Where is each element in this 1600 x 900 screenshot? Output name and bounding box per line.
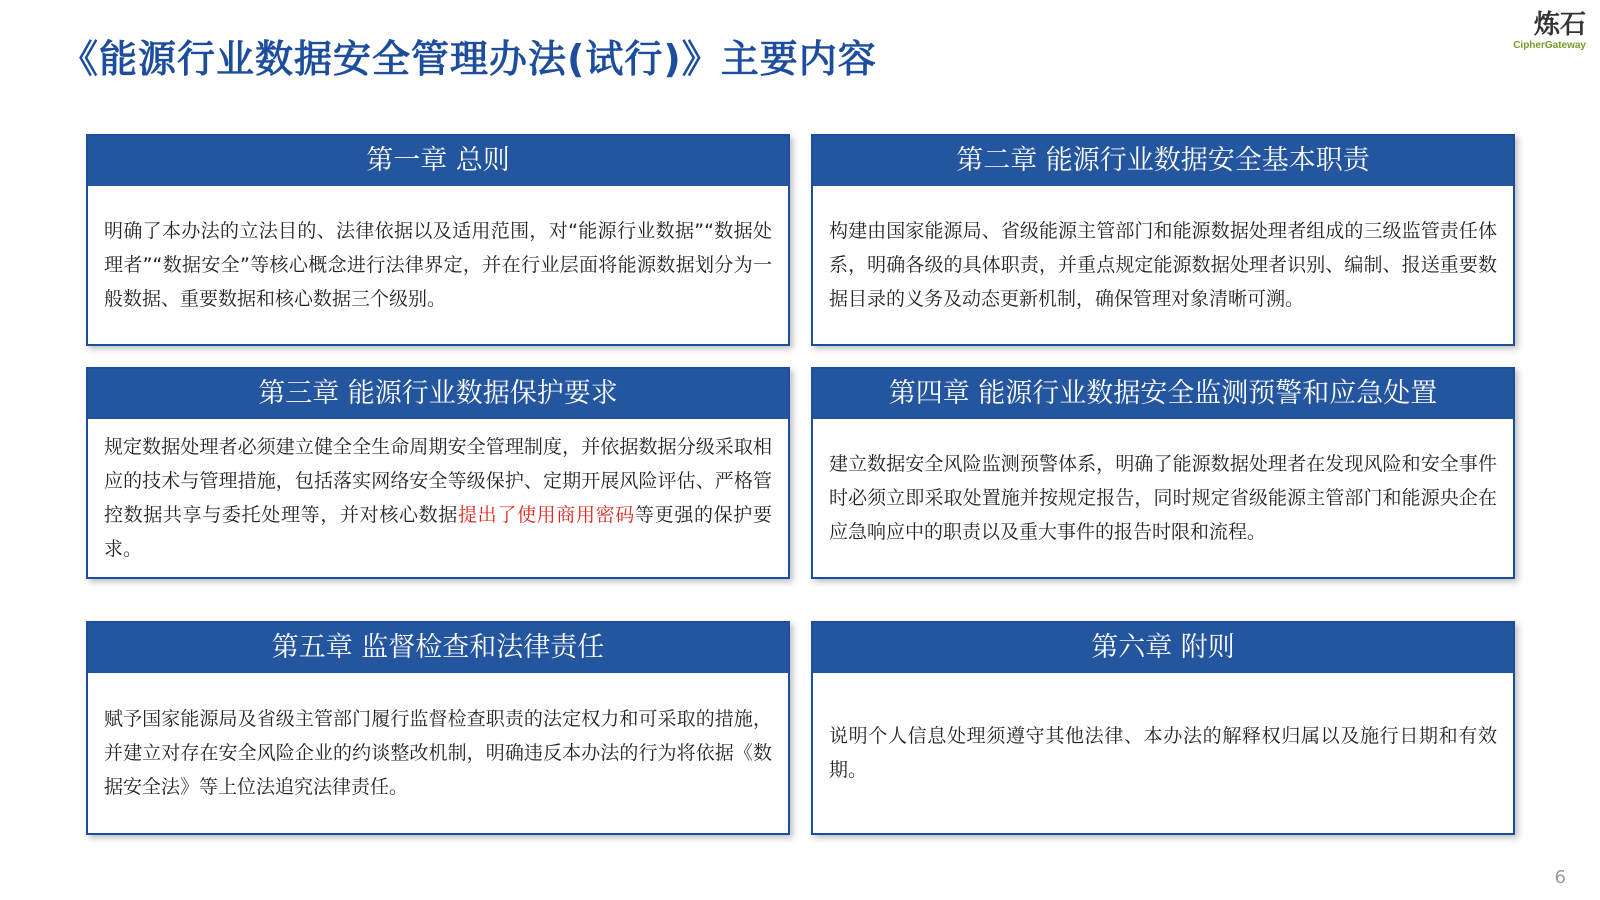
highlighted-text: 提出了使用商用密码 xyxy=(457,504,635,526)
logo-text-cn: 炼石 xyxy=(1533,10,1586,40)
chapter-text: 明确了本办法的立法目的、法律依据以及适用范围，对“能源行业数据”“数据处理者”“数据安全”等核心概念进行法律界定，并在行业层面将能源数据划分为一般数据、重要数据和核心数据三个级别。 xyxy=(104,220,772,310)
chapter-heading: 第六章 附则 xyxy=(813,623,1513,673)
chapter-body xyxy=(813,186,1513,344)
chapter-body xyxy=(88,186,788,344)
chapter-heading: 第四章 能源行业数据安全监测预警和应急处置 xyxy=(813,369,1513,419)
chapter-card-1 xyxy=(86,134,790,346)
chapter-heading: 第五章 监督检查和法律责任 xyxy=(88,623,788,673)
chapter-text xyxy=(104,430,772,566)
chapter-heading: 第一章 总则 xyxy=(88,136,788,186)
chapter-heading: 第三章 能源行业数据保护要求 xyxy=(88,369,788,419)
brand-logo xyxy=(1476,10,1586,52)
chapter-text: 建立数据安全风险监测预警体系，明确了能源数据处理者在发现风险和安全事件时必须立即采取处置施并按规定报告，同时规定省级能源主管部门和能源央企在应急响应中的职责以及重大事件的报告时限和流程。 xyxy=(829,453,1497,543)
chapter-text: 赋予国家能源局及省级主管部门履行监督检查职责的法定权力和可采取的措施，并建立对存在安全风险企业的约谈整改机制，明确违反本办法的行为将依据《数据安全法》等上位法追究法律责任。 xyxy=(104,708,772,798)
chapter-text: 构建由国家能源局、省级能源主管部门和能源数据处理者组成的三级监管责任体系，明确各级的具体职责，并重点规定能源数据处理者识别、编制、报送重要数据目录的义务及动态更新机制，确保管理对象清晰可溯。 xyxy=(829,220,1497,310)
chapter-card-2 xyxy=(811,134,1515,346)
page-number: 6 xyxy=(1554,867,1566,888)
chapter-text: 说明个人信息处理须遵守其他法律、本办法的解释权归属以及施行日期和有效期。 xyxy=(829,725,1497,781)
chapter-card-6 xyxy=(811,621,1515,835)
logo-text-en: CipherGateway xyxy=(1513,40,1586,51)
chapter-heading: 第二章 能源行业数据安全基本职责 xyxy=(813,136,1513,186)
chapter-body xyxy=(813,673,1513,833)
chapter-body xyxy=(88,673,788,833)
chapter-card-5 xyxy=(86,621,790,835)
chapter-text-part: 等更强的保护要求。 xyxy=(104,504,772,560)
page-title: 《能源行业数据安全管理办法(试行)》主要内容 xyxy=(60,37,877,81)
chapter-body xyxy=(88,419,788,577)
chapter-card-4 xyxy=(811,367,1515,579)
chapter-card-3 xyxy=(86,367,790,579)
chapter-body xyxy=(813,419,1513,577)
chapter-text-part: 规定数据处理者必须建立健全全生命周期安全管理制度，并依据数据分级采取相应的技术与管理措施，包括落实网络安全等级保护、定期开展风险评估、严格管控数据共享与委托处理等，并对核心数据 xyxy=(104,436,772,526)
